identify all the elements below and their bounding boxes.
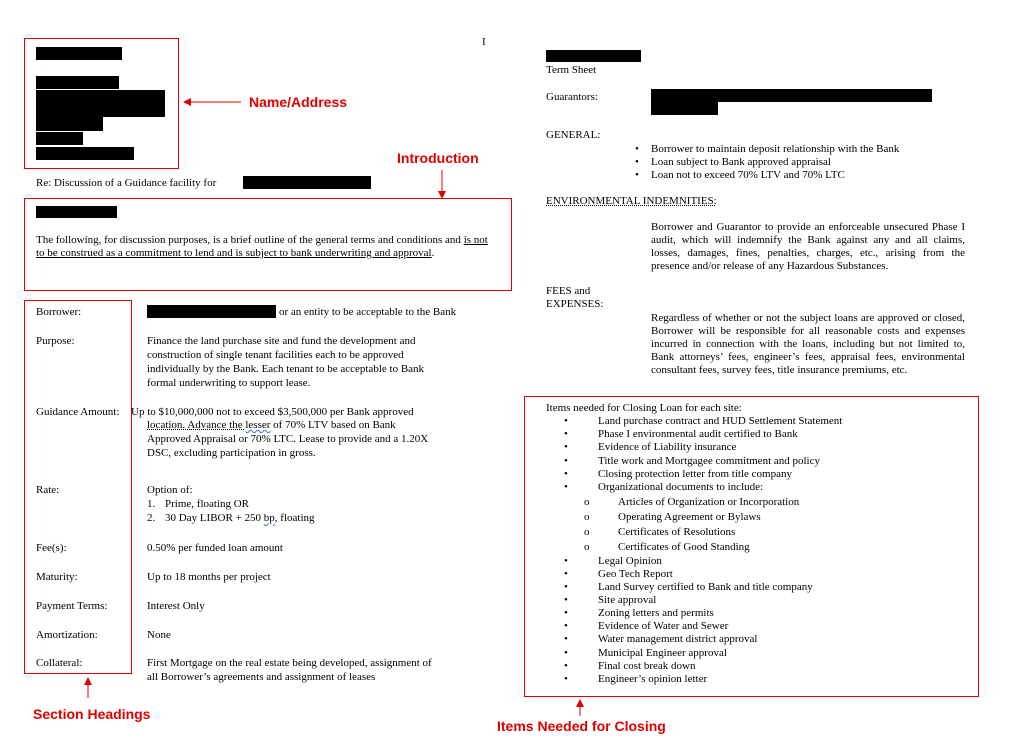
purpose-label: Purpose: [36, 335, 75, 347]
bullet-icon: • [564, 660, 568, 672]
bullet-icon: • [564, 441, 568, 453]
closing-item: Title work and Mortgagee commitment and policy [598, 455, 820, 467]
bullet-icon: • [564, 555, 568, 567]
circle-bullet-icon: o [584, 526, 590, 538]
term-sheet-title: Term Sheet [546, 64, 597, 76]
general-item-3: Loan not to exceed 70% LTV and 70% LTC [651, 169, 845, 181]
fees-expenses-label-1: FEES and [546, 285, 591, 297]
general-item-2: Loan subject to Bank approved appraisal [651, 156, 831, 168]
rate-label: Rate: [36, 484, 60, 496]
bullet-icon: • [635, 156, 639, 168]
rate-option-2 [165, 512, 315, 525]
borrower-text: or an entity to be acceptable to the Bank [279, 306, 457, 318]
rate-option-2c: , floating [274, 512, 315, 524]
rate-option-2-number: 2. [147, 512, 156, 524]
fees-label: Fee(s): [36, 542, 67, 554]
redaction-guarantors-1 [651, 89, 932, 102]
closing-item: Evidence of Water and Sewer [598, 620, 729, 632]
introduction-disclaimer: is not to be construed as a commitment to lend and is subject to bank underwriting and approval [36, 234, 488, 259]
redaction-address-5 [36, 147, 134, 160]
arrow-down-icon [437, 170, 447, 200]
closing-title: Items needed for Closing Loan for each site: [546, 402, 742, 414]
rate-intro: Option of: [147, 484, 193, 496]
introduction-period: . [431, 247, 435, 259]
closing-item: Site approval [598, 594, 657, 606]
bullet-icon: • [635, 169, 639, 181]
closing-item: Legal Opinion [598, 555, 662, 567]
introduction-paragraph [36, 234, 496, 260]
collateral-line-1: First Mortgage on the real estate being developed, assignment of [147, 657, 432, 669]
introduction-text: The following, for discussion purposes, is a brief outline of the general terms and conditions and [36, 234, 464, 246]
purpose-line-4: formal underwriting to support lease. [147, 377, 311, 389]
maturity-text: Up to 18 months per project [147, 571, 271, 583]
bullet-icon: • [564, 673, 568, 685]
closing-item: Engineer’s opinion letter [598, 673, 708, 685]
arrow-up-icon [575, 699, 585, 717]
bullet-icon: • [564, 647, 568, 659]
guidance-line-2c: of 70% LTV based on Bank [270, 419, 396, 431]
closing-sub-item: Certificates of Good Standing [618, 541, 750, 553]
redaction-salutation [36, 206, 117, 218]
general-label: GENERAL: [546, 129, 601, 141]
circle-bullet-icon: o [584, 541, 590, 553]
payment-terms-text: Interest Only [147, 600, 205, 612]
collateral-line-2: all Borrower’s agreements and assignment of leases [147, 671, 376, 683]
re-line: Re: Discussion of a Guidance facility for [36, 177, 217, 189]
environmental-indemnities-label: ENVIRONMENTAL INDEMNITIES: [546, 195, 717, 207]
bullet-icon: • [564, 620, 568, 632]
closing-sub-item: Articles of Organization or Incorporation [618, 496, 800, 508]
bullet-icon: • [564, 607, 568, 619]
closing-item: Final cost break down [598, 660, 696, 672]
guidance-amount-label: Guidance Amount: [36, 406, 120, 418]
items-needed-box [524, 396, 979, 697]
closing-item: Municipal Engineer approval [598, 647, 727, 659]
redaction-name [36, 47, 122, 60]
guidance-line-2b: lesser [245, 419, 271, 431]
rate-option-2a: 30 Day LIBOR + 250 [165, 512, 264, 524]
guidance-line-2a: location. Advance the [147, 419, 246, 431]
closing-item: Phase I environmental audit certified to Bank [598, 428, 798, 440]
arrow-left-icon [183, 97, 243, 107]
closing-sub-item: Certificates of Resolutions [618, 526, 736, 538]
redaction-facility-name [243, 176, 371, 189]
collateral-label: Collateral: [36, 657, 83, 669]
fees-expenses-label-2: EXPENSES: [546, 298, 604, 310]
bullet-icon: • [564, 455, 568, 467]
guidance-line-4: DSC, excluding participation in gross. [147, 447, 316, 459]
guidance-line-3: Approved Appraisal or 70% LTC. Lease to provide and a 1.20X [147, 433, 429, 445]
closing-item: Closing protection letter from title company [598, 468, 792, 480]
fees-text: 0.50% per funded loan amount [147, 542, 283, 554]
closing-item: Organizational documents to include: [598, 481, 764, 493]
closing-sub-item: Operating Agreement or Bylaws [618, 511, 761, 523]
fees-expenses-text: Regardless of whether or not the subject loans are approved or closed, Borrower will be responsible for all reasonable costs and expenses incurred in connection with the loans, including but not limited to, Bank attorneys’ fees, engineer’s fees, appraisal fees, environmental consultant fees, survey fees, title insurance premiums, etc. [651, 312, 965, 376]
payment-terms-label: Payment Terms: [36, 600, 108, 612]
closing-item: Geo Tech Report [598, 568, 673, 580]
amortization-text: None [147, 629, 171, 641]
bullet-icon: • [564, 633, 568, 645]
circle-bullet-icon: o [584, 496, 590, 508]
bullet-icon: • [635, 143, 639, 155]
closing-item: Land purchase contract and HUD Settlement Statement [598, 415, 843, 427]
bullet-icon: • [564, 481, 568, 493]
redaction-address-1 [36, 76, 119, 89]
rate-option-2b: bp [263, 512, 275, 524]
annotation-introduction: Introduction [397, 150, 479, 166]
page-marker: I [482, 36, 486, 48]
redaction-guarantors-2 [651, 102, 718, 115]
bullet-icon: • [564, 428, 568, 440]
general-item-1: Borrower to maintain deposit relationship with the Bank [651, 143, 900, 155]
closing-item: Zoning letters and permits [598, 607, 714, 619]
redaction-term-sheet-header [546, 50, 641, 62]
closing-item: Water management district approval [598, 633, 758, 645]
rate-option-1: Prime, floating OR [165, 498, 250, 510]
arrow-up-icon [83, 677, 93, 699]
amortization-label: Amortization: [36, 629, 98, 641]
purpose-line-1: Finance the land purchase site and fund the development and [147, 335, 416, 347]
bullet-icon: • [564, 594, 568, 606]
closing-item: Land Survey certified to Bank and title company [598, 581, 813, 593]
purpose-line-2: construction of single tenant facilities each to be approved [147, 349, 404, 361]
guarantors-label: Guarantors: [546, 91, 598, 103]
annotation-name-address: Name/Address [249, 94, 348, 110]
environmental-indemnities-text: Borrower and Guarantor to provide an enforceable unsecured Phase I audit, which will indemnify the Bank against any and all claims, losses, damages, fines, penalties, charges, etc., arising from the presence and/or release of any Hazardous Substances. [651, 221, 965, 272]
redaction-borrower [147, 305, 276, 318]
redaction-address-2 [36, 90, 165, 117]
bullet-icon: • [564, 415, 568, 427]
closing-item: Evidence of Liability insurance [598, 441, 737, 453]
borrower-label: Borrower: [36, 306, 82, 318]
redaction-address-3 [36, 117, 103, 131]
bullet-icon: • [564, 468, 568, 480]
circle-bullet-icon: o [584, 511, 590, 523]
redaction-address-4 [36, 132, 83, 145]
guidance-line-1: Up to $10,000,000 not to exceed $3,500,000 per Bank approved [131, 406, 414, 418]
annotation-section-headings: Section Headings [33, 706, 151, 722]
maturity-label: Maturity: [36, 571, 78, 583]
purpose-line-3: individually by the Bank. Each tenant to be acceptable to Bank [147, 363, 425, 375]
guidance-line-2 [147, 419, 396, 432]
bullet-icon: • [564, 581, 568, 593]
bullet-icon: • [564, 568, 568, 580]
annotation-items-needed: Items Needed for Closing [497, 718, 666, 734]
rate-option-1-number: 1. [147, 498, 156, 510]
